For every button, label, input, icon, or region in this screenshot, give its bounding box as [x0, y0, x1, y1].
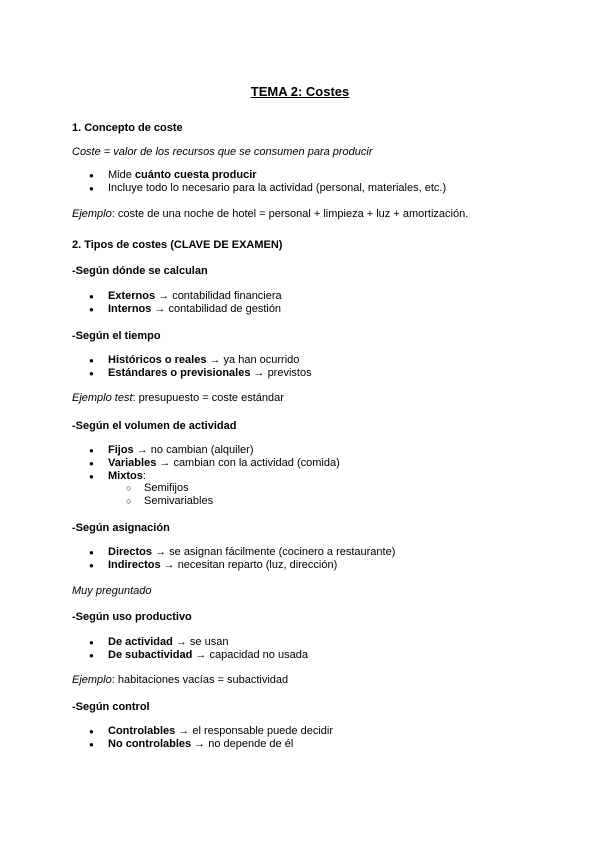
subsection-heading: -Según dónde se calculan	[72, 265, 208, 277]
cost-definition: Coste = valor de los recursos que se consumen para producir	[72, 146, 373, 158]
subsection-heading: -Según el tiempo	[72, 330, 161, 342]
subsection-heading: -Según el volumen de actividad	[72, 420, 237, 432]
subsection-heading: -Según uso productivo	[72, 611, 192, 623]
section-1-heading: 1. Concepto de coste	[72, 122, 183, 134]
example-line: Ejemplo test: presupuesto = coste estándar	[72, 392, 284, 404]
subsection-heading: -Según asignación	[72, 522, 170, 534]
subsection-heading: -Según control	[72, 701, 150, 713]
section-2-heading: 2. Tipos de costes (CLAVE DE EXAMEN)	[72, 239, 283, 251]
note-line: Muy preguntado	[72, 585, 152, 597]
example-line: Ejemplo: coste de una noche de hotel = personal + limpieza + luz + amortización.	[72, 208, 469, 220]
example-line: Ejemplo: habitaciones vacías = subactividad	[72, 674, 289, 686]
document-page: TEMA 2: Costes 1. Concepto de coste Coste = valor de los recursos que se consumen para producir Mide cuánto cuesta producir Incluye todo lo necesario para la actividad (personal, materiales, etc.) Ejemplo: coste de una noche de hotel = personal + limpieza + luz + amortización. 2. Tipos de costes (CLAVE DE EXAMEN) -Según dónde se calculan Externos → contabilidad financiera Internos → contabilidad de gestión -Según el tiempo Históricos o reales → ya han ocurrido Estándares o previsionales → previstos Ejemplo test: presupuesto = coste estándar -Según el volumen de actividad Fijos → no cambian (alquiler) Variables → cambian con la actividad (comida) Mixtos: Semifijos Semivariables -Según asignación Directos → se asignan fácilmente (cocinero a restaurante) Indirectos → necesitan reparto (luz, dirección) Muy preguntado -Según uso productivo De actividad → se usan De subactividad → capacidad no usada Ejemplo: habitaciones vacías = subactividad -Según control Controlables → el responsable puede decidir No controlables → no depende de él	[0, 0, 600, 848]
document-title: TEMA 2: Costes	[250, 84, 350, 99]
